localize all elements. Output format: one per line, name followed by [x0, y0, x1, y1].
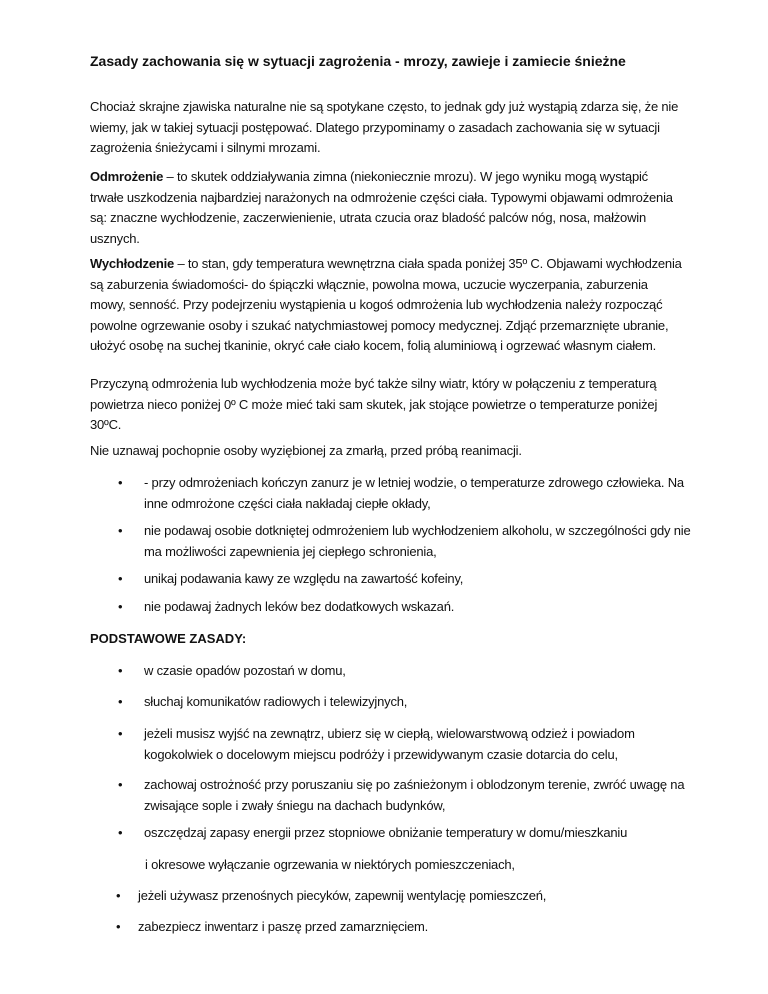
hypothermia-text: – to stan, gdy temperatura wewnętrzna ciała spada poniżej 35º C. Objawami wychłodzenia są zaburzenia świadomości- do śpiączki włącznie, powolna mowa, uczucie wyczerpania, zaburzenia mowy, senność. Przy podejrzeniu wystąpienia u kogoś odmrożenia lub wychłodzenia należy rozpocząć powolne ogrzewanie osoby i szukać natychmiastowej pomocy medycznej. Zdjąć przemarznięte ubranie, ułożyć osobę na suchej tkaninie, okryć całe ciało kocem, folią aluminiową i ogrzewać własnym ciałem.	[90, 256, 682, 353]
frostbite-text: – to skutek oddziaływania zimna (niekoniecznie mrozu). W jego wyniku mogą wystąpić trwałe uszkodzenia najbardziej narażonych na odmrożenie części ciała. Typowymi objawami odmrożenia są: znaczne wychłodzenie, zaczerwienienie, utrata czucia oraz bladość palców nóg, nosa, małżowin usznych.	[90, 169, 673, 246]
rule-item: zachowaj ostrożność przy poruszaniu się po zaśnieżonym i oblodzonym terenie, zwróć uwagę na zwisające sople i zwały śniegu na dachach budynków,	[144, 777, 685, 813]
first-aid-item: nie podawaj osobie dotkniętej odmrożeniem lub wychłodzeniem alkoholu, w szczególności gdy nie ma możliwości zapewnienia jej ciepłego schronienia,	[144, 523, 691, 559]
intro-paragraph: Chociaż skrajne zjawiska naturalne nie są spotykane często, to jednak gdy już wystąpią zdarza się, że nie wiemy, jak w takiej sytuacji postępować. Dlatego przypominamy o zasadach zachowania się w sytuacji zagrożenia śnieżycami i silnymi mrozami.	[90, 99, 679, 155]
bullet-icon: •	[116, 888, 121, 903]
bullet-icon: •	[118, 777, 123, 792]
warning-paragraph: Nie uznawaj pochopnie osoby wyziębionej za zmarłą, przed próbą reanimacji.	[90, 443, 522, 458]
first-aid-item: - przy odmrożeniach kończyn zanurz je w letniej wodzie, o temperaturze zdrowego człowieka. Na inne odmrożone części ciała nakładaj ciepłe okłady,	[144, 475, 684, 511]
bullet-icon: •	[118, 599, 123, 614]
bullet-icon: •	[118, 726, 123, 741]
frostbite-paragraph	[90, 167, 682, 249]
rule-continuation: i okresowe wyłączanie ogrzewania w niektórych pomieszczeniach,	[145, 857, 515, 872]
first-aid-item: unikaj podawania kawy ze względu na zawartość kofeiny,	[144, 571, 464, 586]
bullet-icon: •	[118, 523, 123, 538]
bullet-icon: •	[118, 825, 123, 840]
frostbite-term: Odmrożenie	[90, 169, 164, 184]
rule-item: słuchaj komunikatów radiowych i telewizyjnych,	[144, 694, 408, 709]
document-title: Zasady zachowania się w sytuacji zagrożenia - mrozy, zawieje i zamiecie śnieżne	[90, 53, 626, 69]
bullet-icon: •	[118, 663, 123, 678]
bullet-icon: •	[118, 694, 123, 709]
rule-item: oszczędzaj zapasy energii przez stopniowe obniżanie temperatury w domu/mieszkaniu	[144, 825, 628, 840]
rule-item: zabezpiecz inwentarz i paszę przed zamarznięciem.	[138, 919, 429, 934]
first-aid-item: nie podawaj żadnych leków bez dodatkowych wskazań.	[144, 599, 455, 614]
bullet-icon: •	[118, 571, 123, 586]
rule-item: jeżeli musisz wyjść na zewnątrz, ubierz się w ciepłą, wielowarstwową odzież i powiadom kogokolwiek o docelowym miejscu podróży i przewidywanym czasie dotarcia do celu,	[144, 726, 635, 762]
hypothermia-paragraph	[90, 254, 682, 357]
rule-item: w czasie opadów pozostań w domu,	[144, 663, 346, 678]
bullet-icon: •	[116, 919, 121, 934]
cause-paragraph: Przyczyną odmrożenia lub wychłodzenia może być także silny wiatr, który w połączeniu z temperaturą powietrza nieco poniżej 0º C może mieć taki sam skutek, jak stojące powietrze o temperaturze poniżej 30ºC.	[90, 376, 658, 432]
hypothermia-term: Wychłodzenie	[90, 256, 175, 271]
rules-heading: PODSTAWOWE ZASADY:	[90, 631, 247, 646]
bullet-icon: •	[118, 475, 123, 490]
rule-item: jeżeli używasz przenośnych piecyków, zapewnij wentylację pomieszczeń,	[138, 888, 547, 903]
